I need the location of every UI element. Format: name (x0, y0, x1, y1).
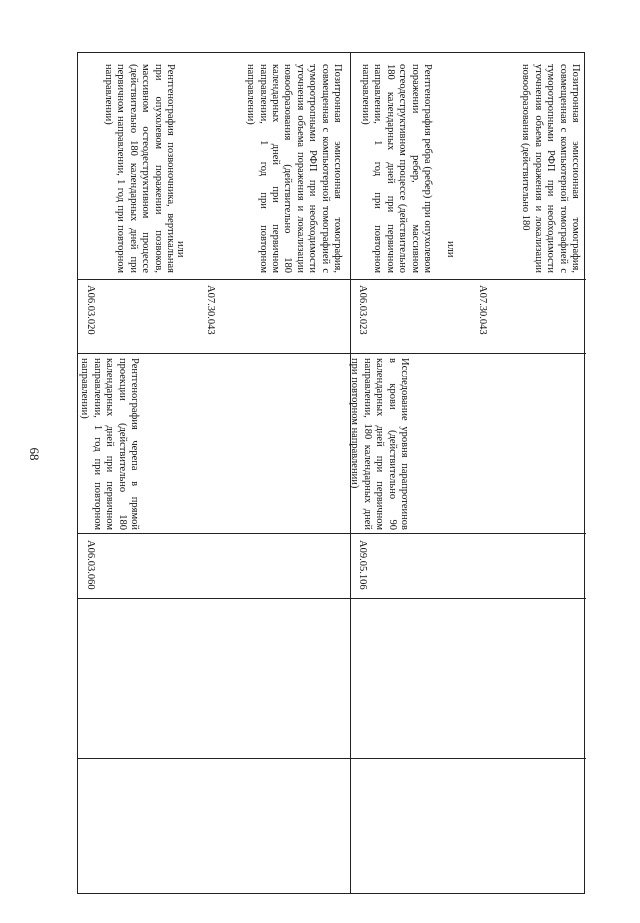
row1-service-code: A06.03.060 (85, 540, 96, 590)
row1-alt2-code: A07.30.043 (205, 285, 216, 335)
table-line (78, 758, 350, 759)
row2-alt2-text: Позитронная эмиссионная томография, совмещенная с компьютерной томографией с туморотропными РФП при необходимости уточнения объема поражения и локализации новообразования (действительно 180 (520, 64, 581, 273)
table-line (350, 758, 586, 759)
row1-alt1-text: Рентгенография позвоночника, вертикальная при опухолевом поражении позвоков, массивном остеодеструктивном процессе (действительно 180 календарных дней при первичном направлении, 1 год при повторном направлении) (102, 64, 176, 273)
row2-service-code: A09.05.106 (357, 540, 368, 590)
table-line (78, 533, 350, 534)
table-line (78, 598, 350, 599)
table-line (350, 533, 586, 534)
row1-service-text: Рентгенография черепа в прямой проекции (действительно 180 календарных дней при первичном направлении, 1 год при повторном направлении) (79, 358, 140, 530)
row1-alt2-text: Позитронная эмиссионная томография, совмещенная с компьютерной томографией с туморотропными РФП при необходимости уточнения объема поражения и локализации новообразования (действительно 180 календарных дней при первичном направлении, 1 год при повторном направлении) (245, 64, 343, 273)
row2-alt1-code: A06.03.023 (357, 285, 368, 335)
row2-alt1-text: Рентгенография ребра (ребер) при опухолевом поражении ребер, массивном остеодеструктивном процессе (действительно 180 календарных дней при первичном направлении, 1 год при повторном направлении) (359, 64, 433, 273)
table-line (78, 353, 586, 354)
row1-or-separator: или (175, 241, 186, 258)
table-line (78, 279, 586, 280)
row2-or-separator: или (445, 241, 456, 258)
rotated-table (77, 52, 585, 894)
row1-alt1-code: A06.03.020 (85, 285, 96, 335)
page-number: 68 (27, 447, 42, 461)
table-line (350, 598, 586, 599)
row2-alt2-code: A07.30.043 (477, 285, 488, 335)
row2-service-text: Исследование уровня парапротеинов в крови (действительно 90 календарных дней при первичном направлении, 180 календарных дней при повторном направлении) (349, 358, 410, 530)
